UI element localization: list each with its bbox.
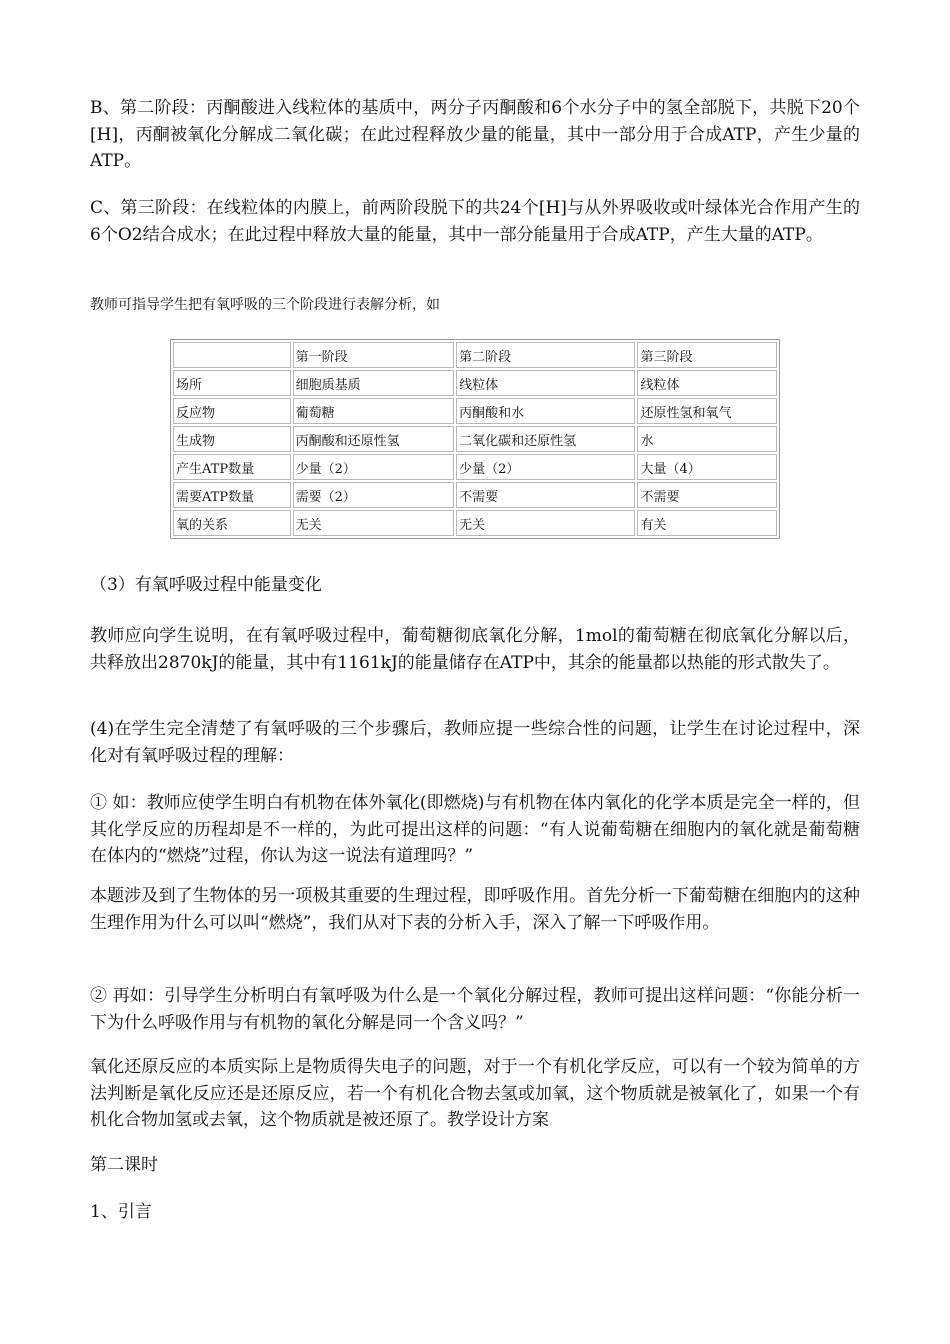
table-cell: 无关 (456, 510, 635, 536)
introduction-heading: 1、引言 (90, 1202, 152, 1222)
table-row (173, 482, 777, 508)
table-cell: 需要（2） (293, 482, 454, 508)
table-row (173, 510, 777, 536)
paragraph-stage-two: B、第二阶段：丙酮酸进入线粒体的基质中，两分子丙酮酸和6个水分子中的氢全部脱下，共脱下20个[H]，丙酮被氧化分解成二氧化碳；在此过程释放少量的能量，其中一部分用于合成ATP，产生少量的ATP。 (90, 98, 860, 171)
table-row (173, 426, 777, 452)
paragraph-respiration-topic: 本题涉及到了生物体的另一项极其重要的生理过程，即呼吸作用。首先分析一下葡萄糖在细胞内的这种生理作用为什么可以叫“燃烧”，我们从对下表的分析入手，深入了解一下呼吸作用。 (90, 886, 860, 933)
table-cell: 不需要 (456, 482, 635, 508)
table-cell: 线粒体 (637, 370, 777, 396)
table-cell: 生成物 (173, 426, 291, 452)
table-cell: 水 (637, 426, 777, 452)
table-cell: 丙酮酸和还原性氢 (293, 426, 454, 452)
lesson-two-heading: 第二课时 (90, 1155, 158, 1175)
table-header-cell: 第二阶段 (456, 342, 635, 368)
table-cell: 产生ATP数量 (173, 454, 291, 480)
section-heading-energy: （3）有氧呼吸过程中能量变化 (90, 575, 322, 595)
table-row (173, 454, 777, 480)
table-cell: 不需要 (637, 482, 777, 508)
table-cell: 需要ATP数量 (173, 482, 291, 508)
table-cell: 二氧化碳和还原性氢 (456, 426, 635, 452)
table-cell: 场所 (173, 370, 291, 396)
table-cell: 少量（2） (456, 454, 635, 480)
table-row (173, 398, 777, 424)
table-cell: 葡萄糖 (293, 398, 454, 424)
table-cell: 有关 (637, 510, 777, 536)
table-cell: 少量（2） (293, 454, 454, 480)
paragraph-question-two: ② 再如：引导学生分析明白有氧呼吸为什么是一个氧化分解过程，教师可提出这样问题：“你能分析一下为什么呼吸作用与有机物的氧化分解是同一个含义吗？” (90, 986, 860, 1033)
paragraph-teacher-guide: 教师可指导学生把有氧呼吸的三个阶段进行表解分析，如 (90, 297, 440, 313)
paragraph-stage-three: C、第三阶段：在线粒体的内膜上，前两阶段脱下的共24个[H]与从外界吸收或叶绿体光合作用产生的6个O2结合成水；在此过程中释放大量的能量，其中一部分能量用于合成ATP，产生大量的ATP。 (90, 198, 860, 245)
paragraph-energy-change: 教师应向学生说明，在有氧呼吸过程中，葡萄糖彻底氧化分解，1mol的葡萄糖在彻底氧化分解以后，共释放出2870kJ的能量，其中有1161kJ的能量储存在ATP中，其余的能量都以热能的形式散失了。 (90, 626, 860, 673)
table-header-cell: 第一阶段 (293, 342, 454, 368)
table-cell: 还原性氢和氧气 (637, 398, 777, 424)
table-cell: 丙酮酸和水 (456, 398, 635, 424)
table-cell: 线粒体 (456, 370, 635, 396)
paragraph-redox: 氧化还原反应的本质实际上是物质得失电子的问题，对于一个有机化学反应，可以有一个较为简单的方法判断是氧化反应还是还原反应，若一个有机化合物去氢或加氧，这个物质就是被氧化了，如果一个有机化合物加氢或去氧，这个物质就是被还原了。教学设计方案 (90, 1057, 860, 1130)
paragraph-question-one: ① 如：教师应使学生明白有机物在体外氧化(即燃烧)与有机物在体内氧化的化学本质是完全一样的，但其化学反应的历程却是不一样的，为此可提出这样的问题：“有人说葡萄糖在细胞内的氧化就是葡萄糖在体内的“燃烧”过程，你认为这一说法有道理吗？” (90, 793, 860, 866)
table-cell: 大量（4） (637, 454, 777, 480)
table-cell: 氧的关系 (173, 510, 291, 536)
table-cell: 无关 (293, 510, 454, 536)
table-row (173, 370, 777, 396)
table-header-cell (173, 342, 291, 368)
table-cell: 反应物 (173, 398, 291, 424)
table-header-cell: 第三阶段 (637, 342, 777, 368)
aerobic-respiration-table (170, 339, 780, 539)
table-header-row (173, 342, 777, 368)
table-cell: 细胞质基质 (293, 370, 454, 396)
paragraph-step-four: (4)在学生完全清楚了有氧呼吸的三个步骤后，教师应提一些综合性的问题，让学生在讨论过程中，深化对有氧呼吸过程的理解： (90, 719, 860, 766)
